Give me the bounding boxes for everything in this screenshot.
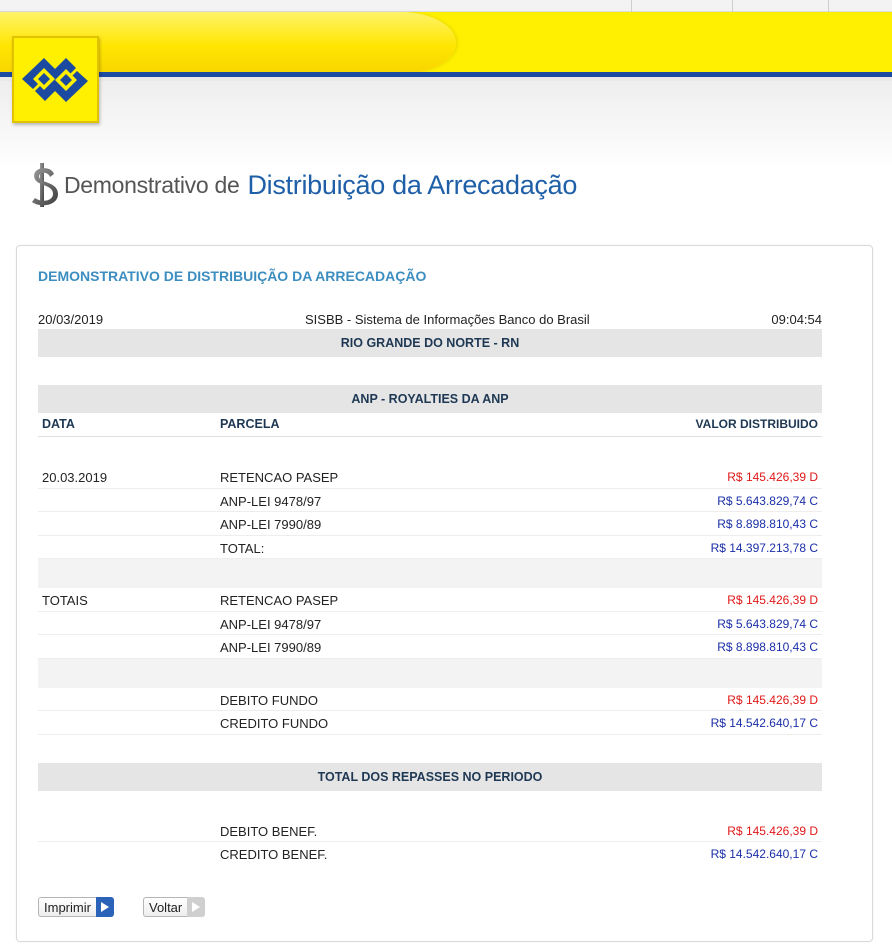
bank-logo-icon[interactable] — [12, 36, 99, 123]
browser-top-strip — [0, 0, 892, 12]
totals-row: TOTAIS RETENCAO PASEP R$ 145.426,39 D — [38, 588, 822, 612]
report-table — [38, 329, 822, 866]
print-button[interactable]: Imprimir — [38, 896, 114, 918]
repasse-row: CREDITO BENEF. R$ 14.542.640,17 C — [220, 847, 818, 862]
col-data: DATA — [42, 417, 75, 431]
column-headers — [38, 413, 822, 437]
table-row: ANP-LEI 7990/89 R$ 8.898.810,43 C — [38, 512, 822, 536]
page-title-prefix: Demonstrativo de — [64, 171, 240, 198]
region-header: RIO GRANDE DO NORTE - RN — [38, 329, 822, 357]
report-panel — [16, 245, 873, 942]
table-row-total: TOTAL: R$ 14.397.213,78 C — [38, 536, 822, 560]
col-parcela: PARCELA — [220, 417, 280, 431]
play-arrow-icon — [187, 897, 205, 917]
table-row: ANP-LEI 9478/97 R$ 5.643.829,74 C — [38, 489, 822, 513]
fund-row: DEBITO FUNDO R$ 145.426,39 D — [38, 688, 822, 712]
report-title: DEMONSTRATIVO DE DISTRIBUIÇÃO DA ARRECADAÇÃO — [38, 268, 427, 284]
page-title — [24, 160, 577, 210]
back-button[interactable]: Voltar — [143, 896, 205, 918]
totals-row: ANP-LEI 9478/97 R$ 5.643.829,74 C — [38, 612, 822, 636]
repasse-row: DEBITO BENEF. R$ 145.426,39 D — [38, 819, 822, 843]
header-yellow-band — [0, 12, 892, 72]
report-time: 09:04:54 — [771, 312, 822, 327]
report-meta — [38, 310, 822, 328]
totals-row: ANP-LEI 7990/89 R$ 8.898.810,43 C — [38, 635, 822, 659]
play-arrow-icon — [96, 897, 114, 917]
section-header: ANP - ROYALTIES DA ANP — [38, 385, 822, 413]
report-date: 20/03/2019 — [38, 312, 104, 327]
dollar-sign-icon — [24, 162, 62, 208]
report-system: SISBB - Sistema de Informações Banco do Brasil — [305, 312, 590, 327]
table-row: 20.03.2019 RETENCAO PASEP R$ 145.426,39 D — [38, 465, 822, 489]
repasses-header: TOTAL DOS REPASSES NO PERIODO — [38, 763, 822, 791]
fund-row: CREDITO FUNDO R$ 14.542.640,17 C — [38, 711, 822, 735]
col-valor: VALOR DISTRIBUIDO — [695, 417, 818, 431]
page-title-main: Distribuição da Arrecadação — [247, 169, 578, 200]
